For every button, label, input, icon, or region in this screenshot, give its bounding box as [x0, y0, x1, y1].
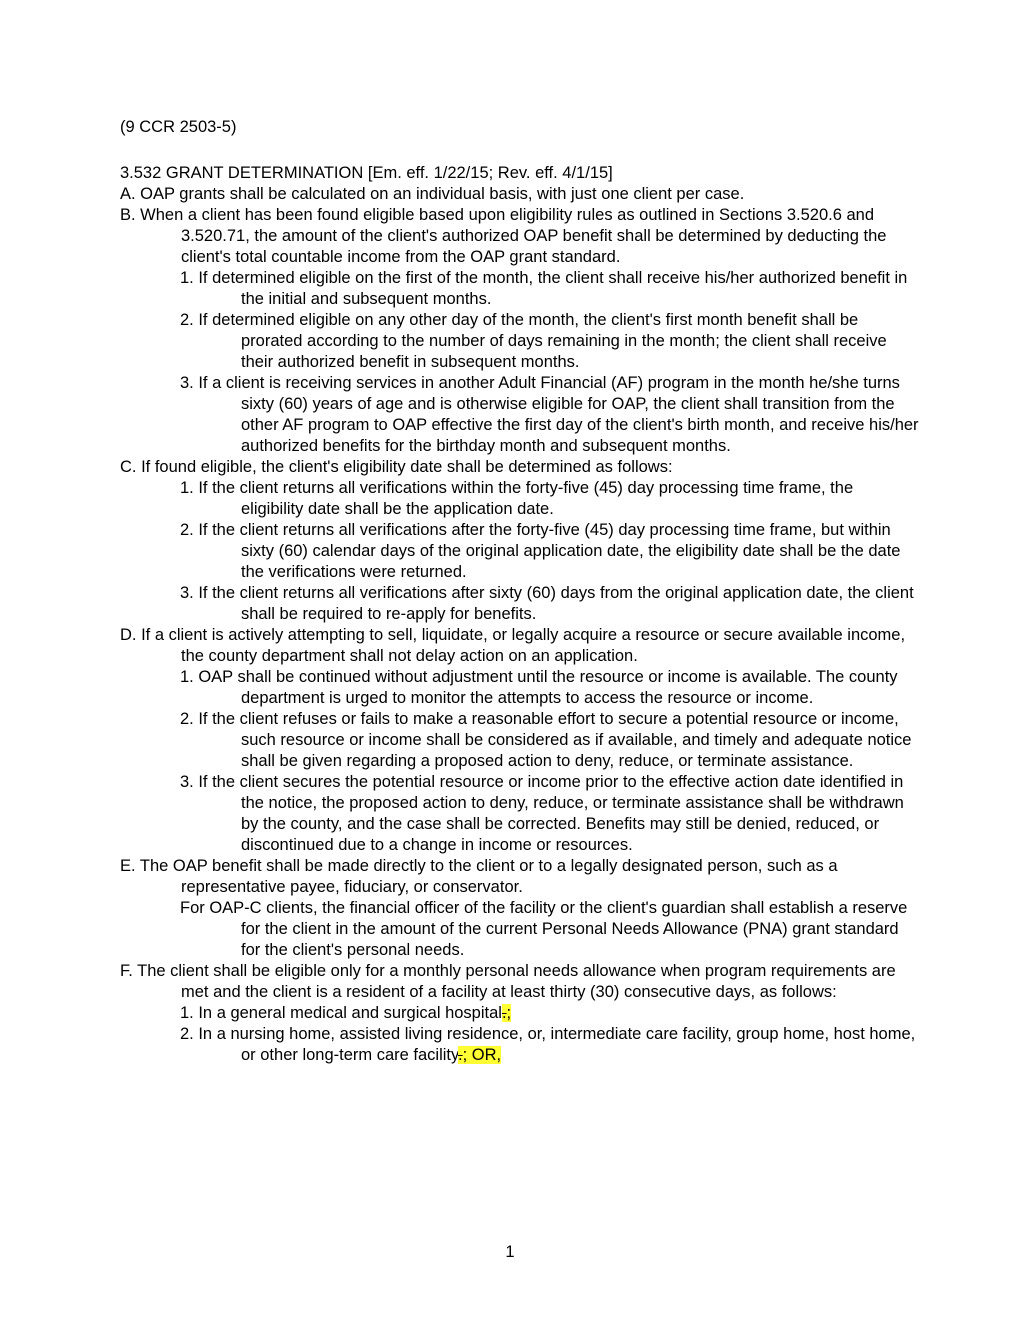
- document-body: [120, 163, 920, 1066]
- section-c-item: 1. If the client returns all verifications within the forty-five (45) day processing time frame, the eligibility date shall be the application date.: [180, 479, 854, 518]
- section-b-item: 2. If determined eligible on any other day of the month, the client's first month benefit shall be prorated according to the number of days remaining in the month; the client shall receive their authorized benefit in subsequent months.: [180, 311, 887, 371]
- page-number: 1: [505, 1243, 515, 1261]
- section-f: F. The client shall be eligible only for a monthly personal needs allowance when program requirements are met and the client is a resident of a facility at least thirty (30) consecutive days, as follows:: [120, 962, 896, 1001]
- section-c-item: 2. If the client returns all verifications after the forty-five (45) day processing time frame, but within sixty (60) calendar days of the original application date, the eligibility date shall be the date the verifications were returned.: [180, 521, 901, 581]
- section-d: D. If a client is actively attempting to sell, liquidate, or legally acquire a resource or secure available income, the county department shall not delay action on an application.: [120, 626, 906, 665]
- section-c: C. If found eligible, the client's eligibility date shall be determined as follows:: [120, 458, 673, 476]
- deleted-text-mark: .: [501, 1004, 507, 1022]
- section-d-item: 2. If the client refuses or fails to make a reasonable effort to secure a potential resource or income, such resource or income shall be considered as if available, and timely and adequate notice shall be given regarding a proposed action to deny, reduce, or terminate assistance.: [180, 710, 912, 770]
- section-b-item: 1. If determined eligible on the first of the month, the client shall receive his/her authorized benefit in the initial and subsequent months.: [180, 269, 908, 308]
- section-b-item: 3. If a client is receiving services in another Adult Financial (AF) program in the month he/she turns sixty (60) years of age and is otherwise eligible for OAP, the client shall transition from the other AF program to OAP effective the first day of the client's birth month, and receive his/her authorized benefits for the birthday month and subsequent months.: [180, 374, 919, 455]
- section-a: A. OAP grants shall be calculated on an individual basis, with just one client per case.: [120, 185, 745, 203]
- section-e: E. The OAP benefit shall be made directly to the client or to a legally designated person, such as a representative payee, fiduciary, or conservator.: [120, 857, 838, 896]
- deleted-text-mark: .: [458, 1046, 463, 1064]
- section-f-item-1: [120, 1003, 920, 1024]
- section-b: B. When a client has been found eligible based upon eligibility rules as outlined in Sections 3.520.6 and 3.520.71, the amount of the client's authorized OAP benefit shall be determined by deducting the client's total countable income from the OAP grant standard.: [120, 206, 887, 266]
- section-d-item: 3. If the client secures the potential resource or income prior to the effective action date identified in the notice, the proposed action to deny, reduce, or terminate assistance shall be withdrawn by the county, and the case shall be corrected. Benefits may still be denied, reduced, or discontinued due to a change in income or resources.: [180, 773, 904, 854]
- section-e-note: For OAP-C clients, the financial officer of the facility or the client's guardian shall establish a reserve for the client in the amount of the current Personal Needs Allowance (PNA) grant standard for the client's personal needs.: [180, 899, 908, 959]
- regulation-citation: (9 CCR 2503-5): [120, 118, 237, 136]
- section-f-item-2: [120, 1024, 920, 1066]
- section-f-item-1-text: 1. In a general medical and surgical hospital: [180, 1004, 502, 1022]
- section-d-item: 1. OAP shall be continued without adjustment until the resource or income is available. The county department is urged to monitor the attempts to access the resource or income.: [180, 668, 898, 707]
- section-f-item-2-text: 2. In a nursing home, assisted living residence, or, intermediate care facility, group home, host home, or other long-term care facility: [180, 1025, 916, 1064]
- section-heading: 3.532 GRANT DETERMINATION [Em. eff. 1/22/15; Rev. eff. 4/1/15]: [120, 164, 613, 182]
- inserted-text-mark: ;: [506, 1004, 512, 1022]
- section-c-item: 3. If the client returns all verifications after sixty (60) days from the original application date, the client shall be required to re-apply for benefits.: [180, 584, 914, 623]
- inserted-text-mark: ; OR,: [462, 1046, 502, 1064]
